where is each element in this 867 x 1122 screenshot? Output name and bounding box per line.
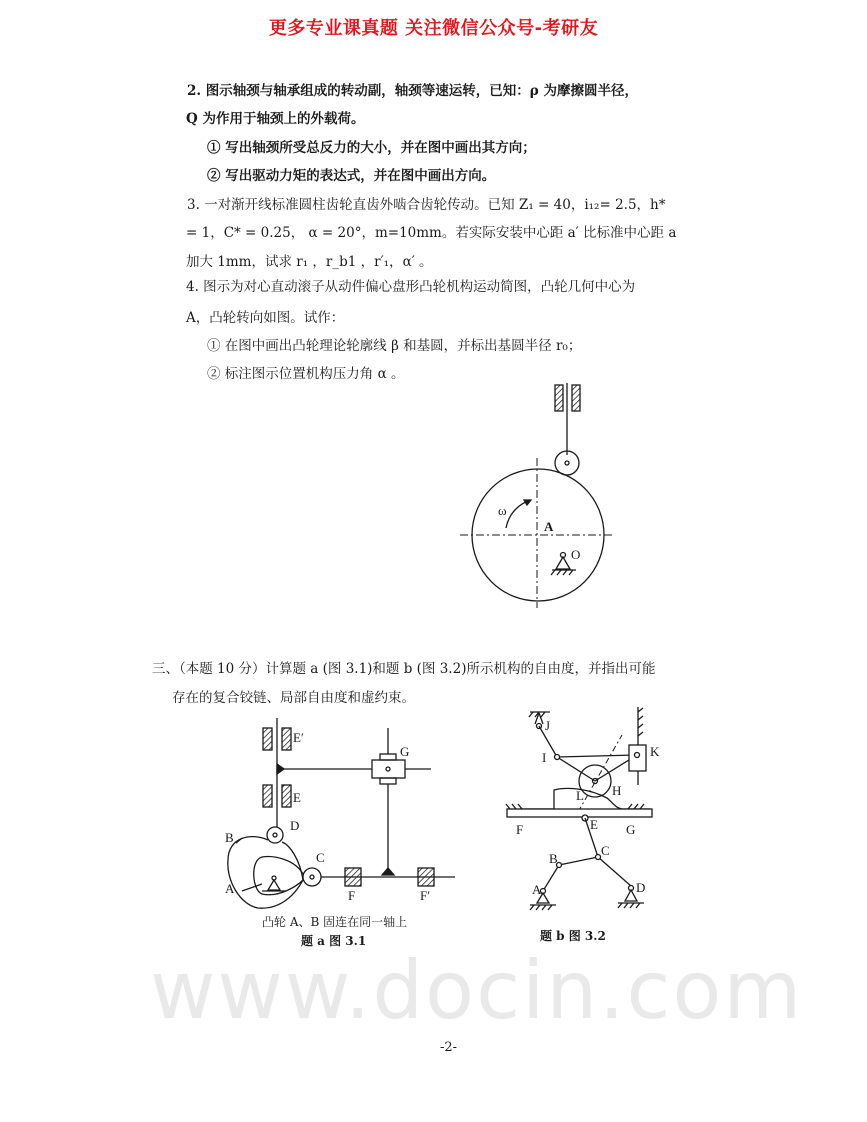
label-B: B <box>225 830 234 845</box>
cam-a <box>254 857 303 895</box>
q3-line1: 3. 一对渐开线标准圆柱齿轮直齿外啮合齿轮传动。已知 Z₁ = 40，i₁₂= 2.5，h* <box>187 197 666 213</box>
q2-item1: ① 写出轴颈所受总反力的大小，并在图中画出其方向； <box>207 140 536 156</box>
label-C: C <box>316 850 325 865</box>
label-D: D <box>636 880 646 895</box>
label-omega: ω <box>498 503 507 518</box>
label-K: K <box>650 744 660 759</box>
label-F-prime: F′ <box>420 888 431 903</box>
q4-line2: A，凸轮转向如图。试作： <box>186 310 345 326</box>
label-G: G <box>400 744 410 759</box>
q2-line2: Q 为作用于轴颈上的外载荷。 <box>186 111 365 127</box>
label-G: G <box>626 822 636 837</box>
fig32-caption: 题 b 图 3.2 <box>540 929 606 943</box>
q2-line1: 2. 图示轴颈与轴承组成的转动副，轴颈等速运转，已知：ρ 为摩擦圆半径， <box>187 83 638 99</box>
q2-item2: ② 写出驱动力矩的表达式，并在图中画出方向。 <box>207 168 496 184</box>
fig31-caption2: 题 a 图 3.1 <box>301 934 367 948</box>
label-L: L <box>576 788 584 803</box>
label-A: A <box>532 882 542 897</box>
label-F: F <box>348 888 356 903</box>
q4-item2: ② 标注图示位置机构压力角 α 。 <box>207 366 405 382</box>
label-E: E <box>590 817 598 832</box>
label-I: I <box>542 750 547 765</box>
s3-line1: 三、（本题 10 分）计算题 a (图 3.1)和题 b (图 3.2)所示机构的自由度，并指出可能 <box>152 661 656 677</box>
label-E-prime: E′ <box>293 730 304 745</box>
q3-line2: = 1，C* = 0.25， α = 20°，m=10mm。若实际安装中心距 a′ 比标准中心距 a <box>186 225 677 241</box>
label-A: A <box>225 881 235 896</box>
watermark: www.docin.com <box>150 944 804 1037</box>
label-B: B <box>549 851 558 866</box>
page-number: -2- <box>440 1040 458 1055</box>
q4-line1: 4. 图示为对心直动滚子从动件偏心盘形凸轮机构运动简图，凸轮几何中心为 <box>186 279 636 295</box>
q4-item1: ① 在图中画出凸轮理论轮廓线 β 和基圆，并标出基圆半径 r₀； <box>207 338 582 354</box>
label-A: A <box>544 519 554 534</box>
q3-line3: 加大 1mm，试求 r₁ ，r_b1 ，r′₁，α′ 。 <box>186 254 433 270</box>
figure-3-1 <box>228 718 455 908</box>
label-E: E <box>293 790 301 805</box>
label-J: J <box>545 718 551 733</box>
header-banner: 更多专业课真题 关注微信公众号-考研友 <box>268 18 599 39</box>
label-O: O <box>571 547 581 562</box>
fig31-caption1: 凸轮 A、B 固连在同一轴上 <box>262 915 408 929</box>
cam-b <box>228 837 303 909</box>
figure-3-2 <box>506 707 652 910</box>
cam-figure <box>460 383 615 608</box>
s3-line2: 存在的复合铰链、局部自由度和虚约束。 <box>172 690 415 706</box>
label-H: H <box>612 783 622 798</box>
label-C: C <box>601 843 610 858</box>
label-D: D <box>290 818 300 833</box>
label-F: F <box>516 822 524 837</box>
